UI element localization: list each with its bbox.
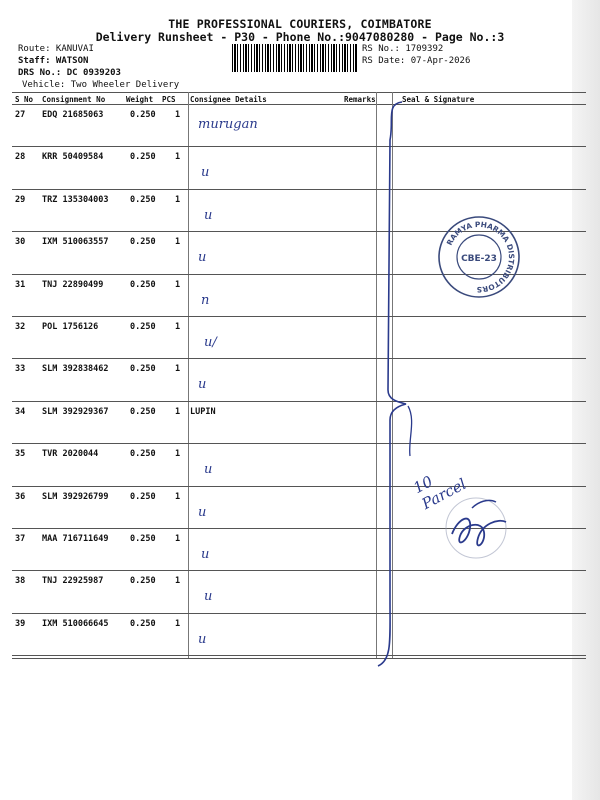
route-label: Route: KANUVAI	[18, 44, 94, 54]
row-weight: 0.250	[130, 194, 156, 205]
handwritten-mark: u	[204, 589, 213, 605]
row-pieces: 1	[175, 406, 181, 417]
row-sno: 27	[15, 110, 26, 120]
row-weight: 0.250	[130, 237, 156, 248]
row-consignment-number: SLM 392929367	[42, 406, 109, 417]
table-bottom-rule	[12, 658, 586, 659]
row-rule	[12, 655, 586, 656]
row-weight: 0.250	[130, 152, 156, 163]
row-sno: 38	[15, 576, 26, 587]
row-sno: 34	[15, 406, 26, 417]
row-pieces: 1	[175, 322, 181, 332]
row-weight: 0.250	[130, 491, 156, 502]
signature-scribble	[412, 462, 522, 572]
col-weight: Weight	[126, 95, 154, 104]
table-row	[12, 147, 586, 189]
row-sno: 37	[15, 534, 26, 544]
row-consignment-number: MAA 716711649	[42, 534, 109, 544]
row-consignment-number: TNJ 22890499	[42, 279, 104, 290]
row-sno: 33	[15, 364, 26, 375]
col-remarks: Remarks	[344, 95, 376, 104]
row-consignment-number: SLM 392926799	[42, 491, 109, 502]
delivery-bracket-mark	[368, 100, 418, 670]
row-pieces: 1	[175, 279, 181, 290]
pharma-seal-stamp	[436, 214, 522, 304]
row-pieces: 1	[175, 194, 181, 205]
row-weight: 0.250	[130, 576, 156, 587]
row-consignee: LUPIN	[190, 406, 216, 417]
row-pieces: 1	[175, 237, 181, 248]
handwritten-mark: u	[198, 504, 207, 520]
row-sno: 29	[15, 194, 26, 205]
row-weight: 0.250	[130, 279, 156, 290]
row-sno: 31	[15, 279, 26, 290]
handwritten-mark: n	[201, 292, 210, 308]
row-consignment-number: EDQ 21685063	[42, 110, 104, 120]
row-weight: 0.250	[130, 534, 156, 544]
table-row	[12, 402, 586, 444]
seal-ring-text: RAMYA PHARMA DISTRIBUTORS	[444, 219, 517, 295]
col-pcs: PCS	[162, 95, 176, 104]
handwritten-mark: u	[198, 631, 207, 647]
handwritten-mark: u	[204, 462, 213, 478]
row-pieces: 1	[175, 110, 181, 120]
row-sno: 39	[15, 618, 26, 629]
row-weight: 0.250	[130, 110, 156, 120]
seal-center-text: CBE-23	[461, 254, 497, 264]
table-row	[12, 317, 586, 359]
row-pieces: 1	[175, 491, 181, 502]
parcel-count-note: 10 Parcel	[410, 472, 470, 514]
col-consignee: Consignee Details	[190, 95, 267, 104]
row-consignment-number: TNJ 22925987	[42, 576, 104, 587]
table-top-rule	[12, 92, 586, 93]
row-consignment-number: TVR 2020044	[42, 449, 99, 460]
vehicle-label: Vehicle: Two Wheeler Delivery	[22, 80, 180, 90]
handwritten-mark: u	[198, 377, 207, 393]
handwritten-mark: murugan	[198, 117, 258, 132]
handwritten-mark: u	[204, 207, 213, 223]
table-row	[12, 571, 586, 613]
staff-label: Staff: WATSON	[18, 56, 89, 66]
row-pieces: 1	[175, 364, 181, 375]
row-weight: 0.250	[130, 449, 156, 460]
table-row	[12, 614, 586, 656]
table-row	[12, 359, 586, 401]
row-weight: 0.250	[130, 364, 156, 375]
table-row	[12, 105, 586, 147]
row-weight: 0.250	[130, 322, 156, 332]
row-sno: 28	[15, 152, 26, 163]
row-consignment-number: POL 1756126	[42, 322, 99, 332]
handwritten-mark: u	[201, 547, 210, 562]
col-consignment: Consignment No	[42, 95, 106, 104]
rs-number: RS No.: 1709392	[362, 44, 444, 54]
row-sno: 32	[15, 322, 26, 332]
drs-label: DRS No.: DC 0939203	[18, 68, 121, 78]
row-pieces: 1	[175, 449, 181, 460]
col-seal: Seal & Signature	[402, 95, 475, 104]
runsheet-subtitle: Delivery Runsheet - P30 - Phone No.:9047080280 - Page No.:3	[95, 30, 505, 44]
row-weight: 0.250	[130, 406, 156, 417]
company-title: THE PROFESSIONAL COURIERS, COIMBATORE	[168, 17, 432, 31]
rs-date: RS Date: 07-Apr-2026	[362, 56, 471, 66]
row-pieces: 1	[175, 618, 181, 629]
seal-icon	[436, 214, 522, 300]
barcode	[232, 44, 358, 72]
runsheet-table	[12, 92, 586, 658]
row-sno: 30	[15, 237, 26, 248]
handwritten-mark: u/	[204, 335, 217, 350]
row-consignment-number: IXM 510066645	[42, 618, 109, 629]
row-consignment-number: KRR 50409584	[42, 152, 104, 163]
row-pieces: 1	[175, 576, 181, 587]
col-sno: S No	[15, 95, 34, 104]
row-pieces: 1	[175, 152, 181, 163]
row-consignment-number: TRZ 135304003	[42, 194, 109, 205]
handwritten-mark: u	[198, 250, 207, 266]
row-sno: 35	[15, 449, 26, 460]
row-pieces: 1	[175, 534, 181, 544]
row-weight: 0.250	[130, 618, 156, 629]
row-sno: 36	[15, 491, 26, 502]
row-consignment-number: SLM 392838462	[42, 364, 109, 375]
handwritten-mark: u	[201, 165, 210, 181]
row-consignment-number: IXM 510063557	[42, 237, 109, 248]
